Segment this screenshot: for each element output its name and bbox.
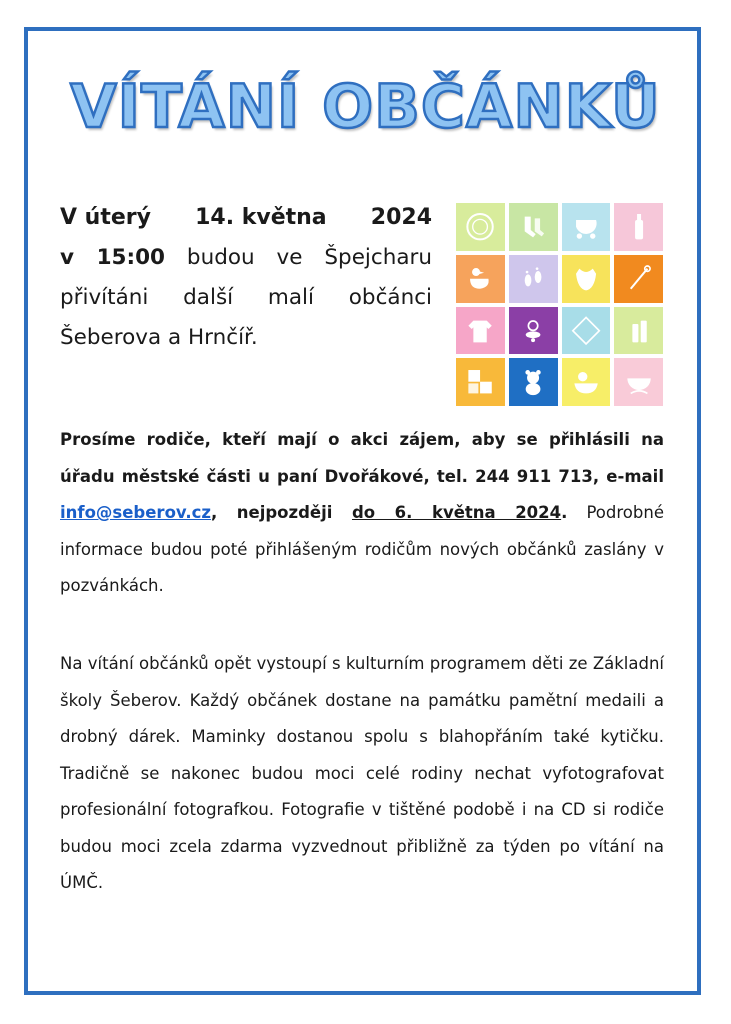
registration-paragraph <box>60 422 664 605</box>
cream-icon <box>614 307 663 355</box>
event-year: 2024 <box>370 205 432 230</box>
email-link[interactable]: info@seberov.cz <box>60 503 211 522</box>
icon-tile <box>456 307 505 355</box>
icon-tile <box>614 358 663 406</box>
registration-text-2: , nejpozději <box>210 503 352 522</box>
event-weekday: V úterý <box>60 205 151 230</box>
baby-sign-icon <box>562 307 611 355</box>
icon-tile <box>456 358 505 406</box>
event-description-text: budou ve Špejcharu přivítáni další malí občánci Šeberova a Hrnčíř. <box>60 245 432 350</box>
icon-tile <box>614 307 663 355</box>
icon-tile <box>562 358 611 406</box>
program-paragraph: Na vítání občánků opět vystoupí s kulturním programem děti ze Základní školy Šeberov. Každý občánek dostane na památku pamětní medaili a drobný dárek. Maminky dostanou spolu s blahopřáním také kytičku. Tradičně se nakonec budou moci celé rodiny nechat vyfotografovat profesionální fotografkou. Fotografie v tištěné podobě i na CD si rodiče budou moci zcela zdarma vyzvednout přibližně za týden po vítání na ÚMČ. <box>60 654 664 892</box>
pacifier-icon <box>509 307 558 355</box>
event-description <box>60 238 432 358</box>
page-title: VÍTÁNÍ OBČÁNKŮ <box>70 72 661 142</box>
baby-icon-grid <box>456 203 663 406</box>
onesie-icon <box>456 307 505 355</box>
icon-tile <box>509 307 558 355</box>
baby-bottle-icon <box>614 203 663 251</box>
cradle-icon <box>614 358 663 406</box>
icon-tile <box>614 255 663 303</box>
event-time: v 15:00 <box>60 245 166 270</box>
icon-tile <box>509 203 558 251</box>
icon-tile <box>456 255 505 303</box>
icon-tile <box>562 307 611 355</box>
bib-icon <box>562 255 611 303</box>
icon-tile <box>614 203 663 251</box>
stroller-icon <box>562 203 611 251</box>
icon-tile <box>562 255 611 303</box>
abc-blocks-icon <box>456 358 505 406</box>
registration-text-3: . <box>561 503 568 522</box>
registration-details: Podrobné informace budou poté přihlášeným rodičům nových občánků zaslány v pozvánkách. <box>60 503 664 595</box>
icon-tile <box>562 203 611 251</box>
plate-icon <box>456 203 505 251</box>
registration-deadline: do 6. května 2024 <box>351 503 562 522</box>
event-day: 14. května <box>195 205 327 230</box>
duck-icon <box>456 255 505 303</box>
baby-socks-icon <box>509 203 558 251</box>
icon-tile <box>509 358 558 406</box>
footprints-icon <box>509 255 558 303</box>
icon-tile <box>456 203 505 251</box>
icon-tile <box>509 255 558 303</box>
event-intro <box>60 198 432 358</box>
safety-pin-icon <box>614 255 663 303</box>
rubber-duck-icon <box>562 358 611 406</box>
event-date <box>60 198 432 238</box>
registration-text: Prosíme rodiče, kteří mají o akci zájem, aby se přihlásili na úřadu městské části u paní Dvořákové, tel. 244 911 713, e-mail <box>60 430 664 486</box>
teddy-bear-icon <box>509 358 558 406</box>
